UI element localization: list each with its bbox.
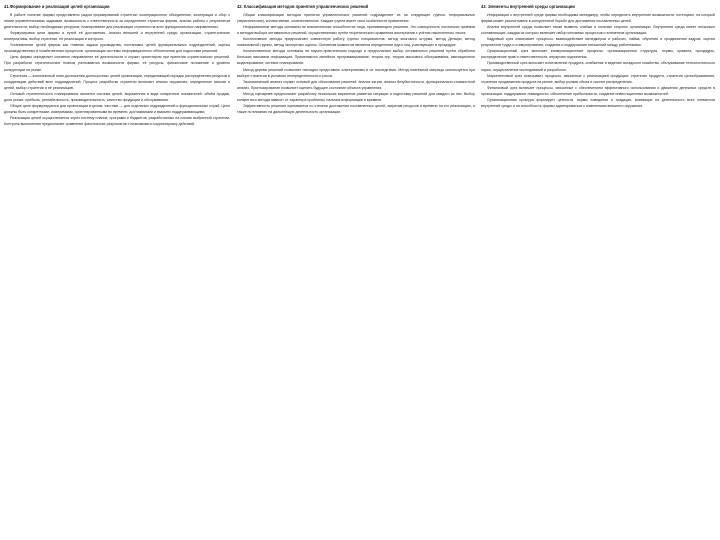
paragraph: Реализация целей осуществляется через систему планов, программ и бюджетов, разработанных на основе выбранной стратегии. Контроль выполнения предполагает сравнение фактических результатов с плановыми и корректировку действий. [4, 116, 230, 127]
paragraph: В работе понятие фирмы представлено рядом формирований стратегии: кооперационное объединение, кооперация и сбор с этими управленческими задачами, возможность к ответственности за определение стратегии фирмы, анализ работы с результатом деятельности, выбор необходимых ресурсов, планирование для реализации стратегии на всех функциональных направлениях. [4, 12, 230, 29]
paragraph: Кадровый срез охватывает процессы: взаимодействия менеджеров и рабочих, найма, обучения и продвижения кадров, оценки результатов труда и стимулирования, создания и поддержания отношений между работниками. [481, 37, 715, 48]
paragraph: Информация о внутренней среде фирмы необходима менеджеру, чтобы определить внутренние возможности, потенциал, на который фирма может рассчитывать в конкурентной борьбе для достижения поставленных целей. [481, 12, 715, 23]
column-left [4, 4, 230, 127]
column-middle [237, 4, 475, 115]
paragraph: Основой стратегического планирования является система целей, выраженная в виде конкретных показателей: объём продаж, доля рынка, прибыль, рентабельность, производительность, качество продукции и обслуживания. [4, 91, 230, 103]
paragraph: Количественные методы основаны на научно-практическом подходе и предполагают выбор оптимальных решений путём обработки больших массивов информации. Применяются линейное программирование, теория игр, теория массового обслуживания, имитационное моделирование, сетевое планирование. [237, 49, 475, 66]
paragraph: Анализ внутренней среды позволяет также выявить слабые и сильные стороны организации. Внутренняя среда имеет несколько составляющих, каждая из которых включает набор ключевых процессов и элементов организации. [481, 24, 715, 35]
paragraph: Неформальные методы основаны на аналитических способностях лица, принимающего решения. Это совокупность логических приёмов и методик выбора оптимальных решений, осуществляемых путём теоретического сравнения альтернатив с учётом накопленного опыта. [237, 24, 475, 35]
paragraph: Коллективные методы предполагают совместную работу группы специалистов: метод мозгового штурма, метод Дельфи, метод номинальной группы, метод экспертных оценок. Основным моментом является определение круга лиц, участвующих в процедуре. [237, 37, 475, 48]
paragraph: Финансовый срез включает процессы, связанные с обеспечением эффективного использования и движения денежных средств в организации: поддержание ликвидности, обеспечение прибыльности, создание инвестиционных возможностей. [481, 85, 715, 96]
paragraph: Общая классификация методов принятия управленческих решений подразделяет их на следующие группы: неформальные (эвристические), коллективные, количественные. Каждая группа имеет свои особенности применения. [237, 12, 475, 23]
paragraph: Эффективность решения оценивается по степени достижения поставленных целей, затратам ресурсов и времени на его реализацию, а также по влиянию на дальнейшую деятельность организации. [237, 104, 475, 115]
section-heading-42: 42. Классификация методов принятия управленческих решений [237, 4, 369, 9]
column-right [481, 4, 715, 109]
paragraph: Стратегия — комплексный план достижения долгосрочных целей организации, определяющий порядок распределения ресурсов и координацию действий всех подразделений. Процесс разработки стратегии включает анализ окружения, определение миссии и целей, выбор стратегии и её реализацию. [4, 73, 230, 90]
paragraph: Производственный срез включает изготовление продукта, снабжение и ведение складского хозяйства, обслуживание технологического парка, осуществление исследований и разработок. [481, 61, 715, 72]
paragraph: Маркетинговый срез охватывает процессы, связанные с реализацией продукции: стратегия продукта, стратегия ценообразования, стратегия продвижения продукта на рынке, выбор рынков сбыта и систем распределения. [481, 73, 715, 84]
paragraph: Организационный срез включает коммуникационные процессы, организационные структуры, нормы, правила, процедуры, распределение прав и ответственности, иерархию подчинения. [481, 49, 715, 60]
paragraph: Метод сценариев предполагает разработку нескольких вариантов развития ситуации и подготовку решений для каждого из них. Выбор конкретного метода зависит от характера проблемы, наличия информации и времени. [237, 91, 475, 103]
paragraph: Экономический анализ служит основой для обоснования решений: анализ затрат, анализ безубыточности, функционально-стоимостной анализ. Прогнозирование позволяет оценить будущее состояние объекта управления. [237, 79, 475, 90]
section-heading-41: 41.Формирование и реализация целей организации [4, 4, 110, 9]
paragraph: Формулировка цели фирмы и путей её достижения. Анализ внешней и внутренней среды организации, стратегические альтернативы, выбор стратегии, её реализация и контроль. [4, 30, 230, 42]
paragraph: Общие цели формулируются для организации в целом, частные — для отдельных подразделений и функциональных служб. Цели должны быть конкретными, измеримыми, ориентированными во времени, достижимыми и взаимно поддерживающими. [4, 104, 230, 115]
paragraph: Цель фирмы определяет основное направление её деятельности и служит ориентиром при принятии стратегических решений. При разработке стратегических планов учитываются возможности фирмы, её ресурсы, финансовое положение и уровень конкуренции на рынке. [4, 55, 230, 72]
paragraph: Организационная культура формирует ценности, нормы поведения и традиции, влияющие на деятельность всех элементов внутренней среды и на способность фирмы адаптироваться к изменениям внешнего окружения. [481, 98, 715, 109]
section-heading-43: 43. Элементы внутренней среды организации [481, 4, 575, 9]
paragraph: Установление целей фирмы как главная задача руководства, постановка целей функциональных подразделений, оценка производственных и хозяйственных процессов, организация системы информационного обеспечения для подготовки решений. [4, 43, 230, 54]
paragraph: Метод дерева решений позволяет наглядно представить альтернативы и их последствия. Метод платёжной матрицы используется при выборе стратегии в условиях неопределённости и риска. [237, 67, 475, 78]
